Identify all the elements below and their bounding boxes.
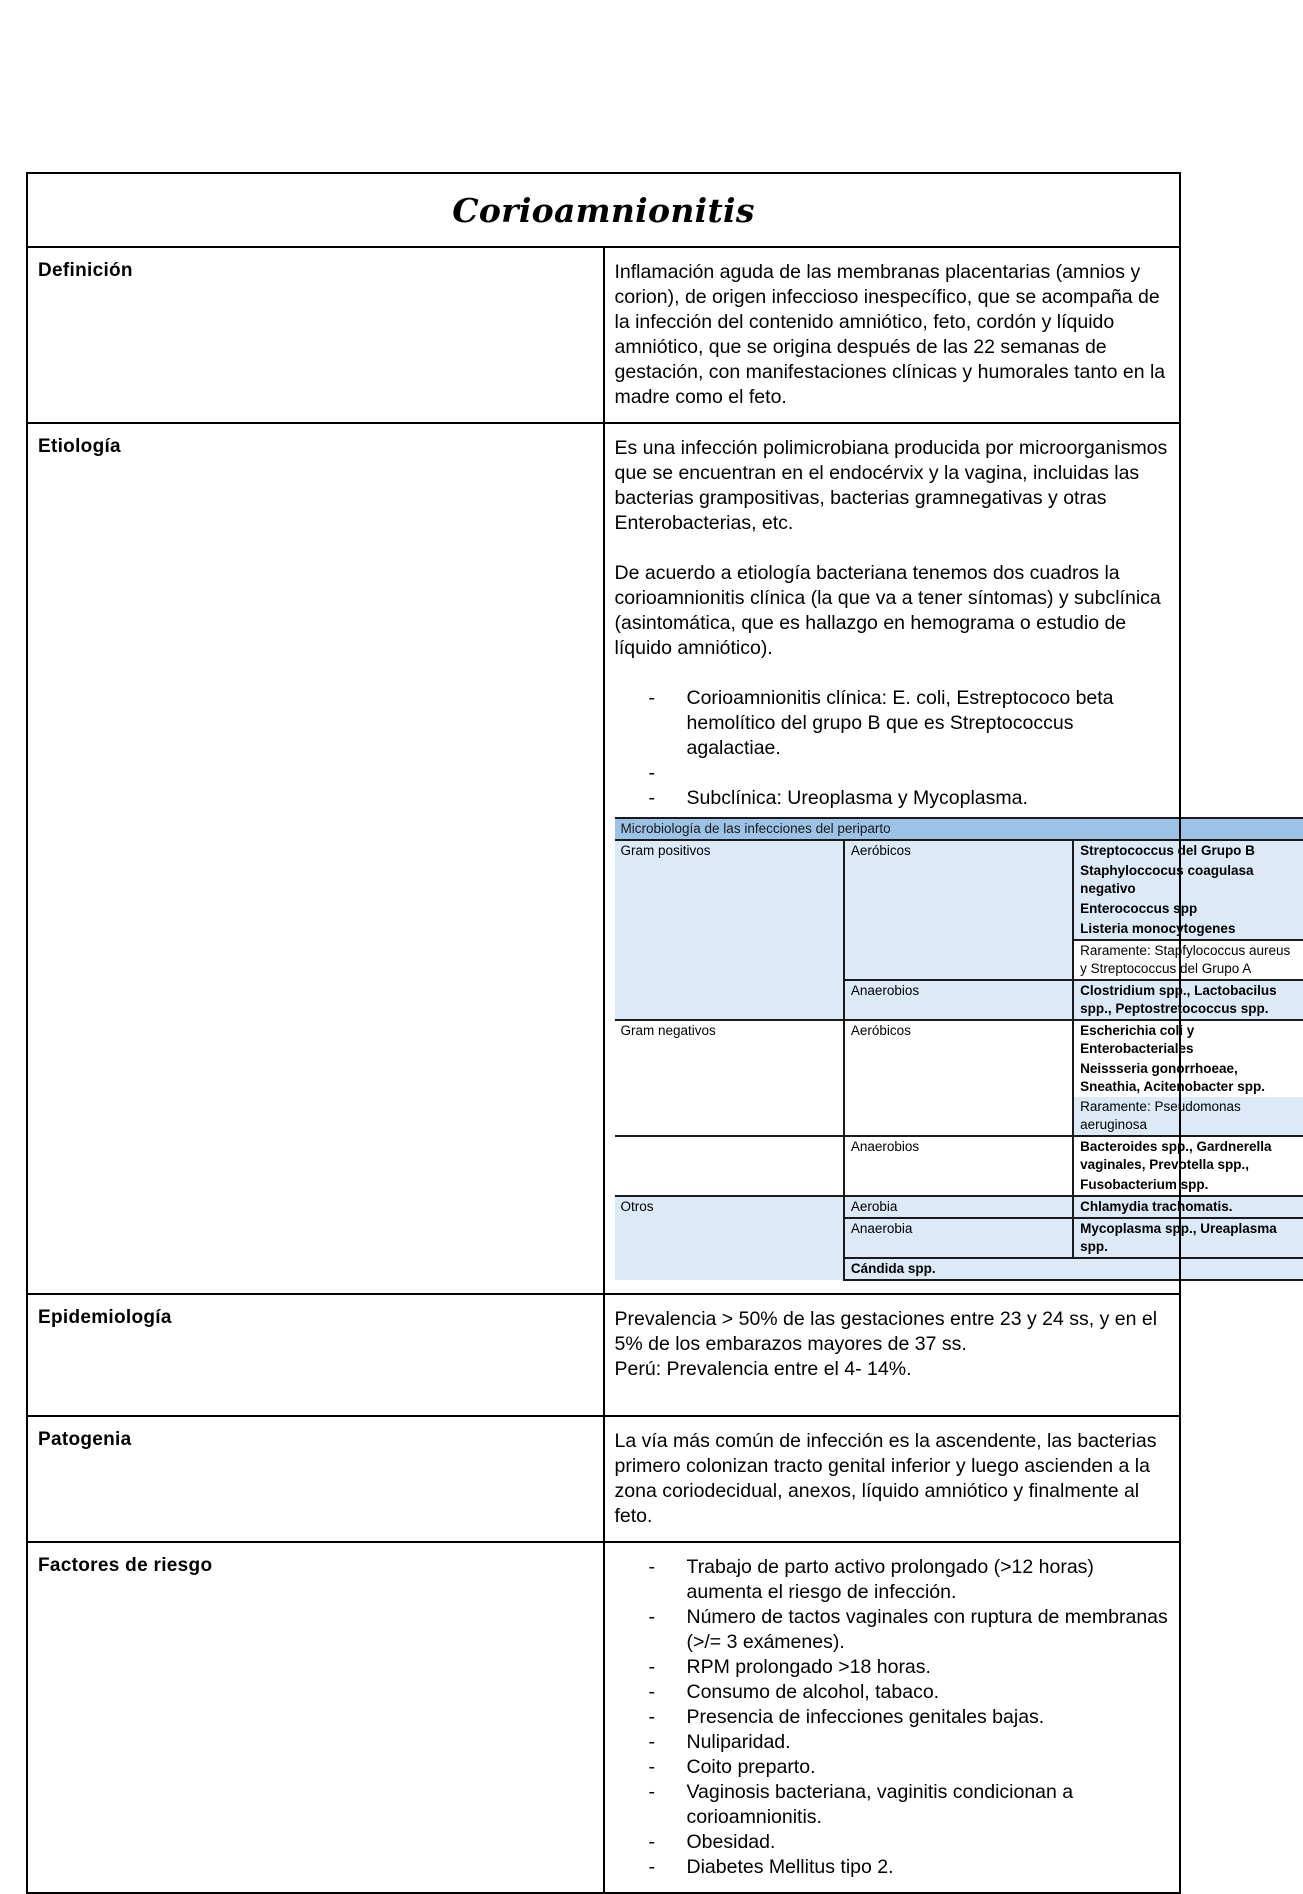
etiologia-paragraph-1: Es una infección polimicrobiana producida por microorganismos que se encuentran en el endocérvix y la vagina, incluidas las bacterias grampositivas, bacterias gramnegativas y otras Enterobacterias, etc. [614, 437, 1168, 534]
organism: Bacteroides spp., Gardnerella vaginales, Prevotella spp., [1073, 1136, 1302, 1175]
definicion-label: Definición [27, 247, 604, 423]
microbiology-table-header: Microbiología de las infecciones del periparto [615, 818, 1303, 840]
organism: Streptococcus del Grupo B [1073, 840, 1302, 861]
document-title: Corioamnionitis [27, 173, 1180, 247]
epidemiologia-label: Epidemiología [27, 1294, 604, 1416]
list-item: - RPM prolongado >18 horas. [615, 1655, 1170, 1680]
organism: Fusobacterium spp. [1073, 1175, 1302, 1196]
etiologia-list [615, 686, 1170, 811]
list-item: - Obesidad. [615, 1830, 1170, 1855]
row-factores [27, 1542, 1180, 1893]
gram-negativos-label: Gram negativos [615, 1020, 844, 1136]
organism: Escherichia coli y Enterobacteriales [1073, 1020, 1302, 1059]
patogenia-text: La vía más común de infección es la ascendente, las bacterias primero colonizan tracto genital inferior y luego ascienden a la zona coriodecidual, anexos, líquido amniótico y finalmente al feto. [604, 1416, 1181, 1542]
otros-label: Otros [615, 1196, 844, 1280]
organism-rare: Raramente: Pseudomonas aeruginosa [1073, 1097, 1302, 1136]
organism-rare: Raramente: Stapfylococcus aureus y Streptococcus del Grupo A [1073, 940, 1302, 980]
list-item: - Número de tactos vaginales con ruptura de membranas (>/= 3 exámenes). [615, 1605, 1170, 1655]
organism: Enterococcus spp [1073, 899, 1302, 919]
row-etiologia [27, 423, 1180, 1294]
list-item: - Vaginosis bacteriana, vaginitis condicionan a corioamnionitis. [615, 1780, 1170, 1830]
gn-anaerobios-label: Anaerobios [844, 1136, 1073, 1196]
gram-positivos-label: Gram positivos [615, 840, 844, 1020]
list-item: - Subclínica: Ureoplasma y Mycoplasma. [615, 786, 1170, 811]
organism: Chlamydia trachomatis. [1073, 1196, 1302, 1218]
main-table [26, 172, 1291, 1894]
otros-anaerobia-label: Anaerobia [844, 1218, 1073, 1258]
factores-content [604, 1542, 1181, 1893]
definicion-text: Inflamación aguda de las membranas placentarias (amnios y corion), de origen infeccioso inespecífico, que se acompaña de la infección del contenido amniótico, feto, cordón y líquido amniótico, que se origina después de las 22 semanas de gestación, con manifestaciones clínicas y humorales tanto en la madre como el feto. [604, 247, 1181, 423]
list-item: - Trabajo de parto activo prolongado (>12 horas) aumenta el riesgo de infección. [615, 1555, 1170, 1605]
epidemiologia-content [604, 1294, 1181, 1416]
otros-aerobia-label: Aerobia [844, 1196, 1073, 1218]
epidemiologia-line-1: Prevalencia > 50% de las gestaciones entre 23 y 24 ss, y en el 5% de los embarazos mayores de 37 ss. [614, 1308, 1158, 1355]
row-patogenia [27, 1416, 1180, 1542]
list-item: - Presencia de infecciones genitales bajas. [615, 1705, 1170, 1730]
etiologia-paragraph-2: De acuerdo a etiología bacteriana tenemos dos cuadros la corioamnionitis clínica (la que va a tener síntomas) y subclínica (asintomática, que es hallazgo en hemograma o estudio de líquido amniótico). [614, 562, 1161, 659]
list-item: - Corioamnionitis clínica: E. coli, Estreptococo beta hemolítico del grupo B que es Streptococcus agalactiae. [615, 686, 1170, 761]
gp-aerobicos-label: Aeróbicos [844, 840, 1073, 980]
organism: Neissseria gonorrhoeae, Sneathia, Acitenobacter spp. [1073, 1059, 1302, 1097]
microbiology-table [615, 817, 1303, 1281]
list-item: - Coito preparto. [615, 1755, 1170, 1780]
epidemiologia-line-2: Perú: Prevalencia entre el 4- 14%. [614, 1358, 912, 1380]
list-item: - Diabetes Mellitus tipo 2. [615, 1855, 1170, 1880]
candida-cell: Cándida spp. [844, 1258, 1303, 1280]
row-epidemiologia [27, 1294, 1180, 1416]
gn-aerobicos-label: Aeróbicos [844, 1020, 1073, 1136]
organism: Listeria monocytogenes [1073, 919, 1302, 940]
etiologia-label: Etiología [27, 423, 604, 1294]
factores-list [615, 1555, 1170, 1880]
gn-empty-cell [615, 1136, 844, 1196]
list-item: - Nuliparidad. [615, 1730, 1170, 1755]
organism: Staphyloccocus coagulasa negativo [1073, 861, 1302, 899]
gp-anaerobios-label: Anaerobios [844, 980, 1073, 1020]
organism: Clostridium spp., Lactobacilus spp., Peptostretococcus spp. [1073, 980, 1302, 1020]
patogenia-label: Patogenia [27, 1416, 604, 1542]
factores-label: Factores de riesgo [27, 1542, 604, 1893]
row-definicion [27, 247, 1180, 423]
organism: Mycoplasma spp., Ureaplasma spp. [1073, 1218, 1302, 1258]
list-item: - Consumo de alcohol, tabaco. [615, 1680, 1170, 1705]
etiologia-content [604, 423, 1291, 1294]
